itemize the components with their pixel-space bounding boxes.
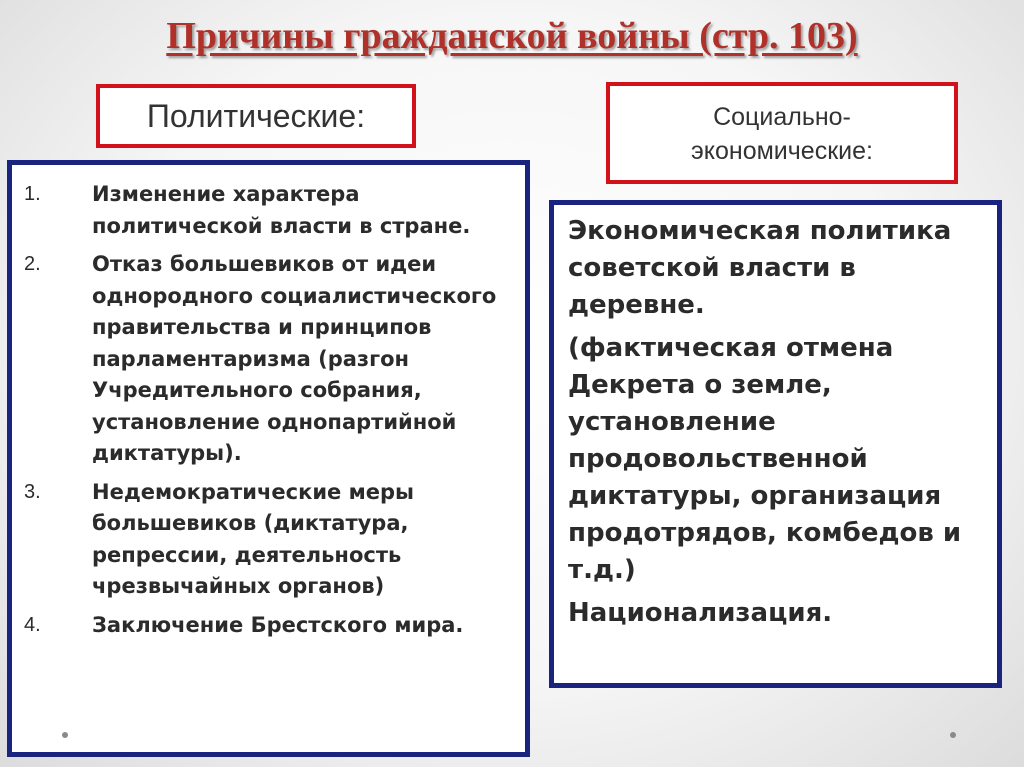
list-item-text: Недемократические меры большевиков (диктатура, репрессии, деятельность чрезвычайных органов) bbox=[92, 479, 415, 598]
list-item-number: 1. bbox=[24, 183, 41, 205]
corner-dot-decoration bbox=[950, 732, 956, 738]
political-causes-box bbox=[7, 160, 530, 757]
list-item-number: 3. bbox=[24, 480, 41, 503]
list-item bbox=[24, 179, 515, 242]
list-item bbox=[24, 249, 515, 470]
socio-economic-paragraph: (фактическая отмена Декрета о земле, установление продовольственной диктатуры, организация продотрядов, комбедов и т.д.) bbox=[568, 333, 962, 585]
political-causes-list bbox=[24, 179, 515, 648]
socio-economic-paragraph: Экономическая политика советской власти в деревне. bbox=[568, 216, 952, 320]
socio-economic-paragraph: Национализация. bbox=[568, 598, 833, 628]
list-item-number: 4. bbox=[24, 613, 41, 636]
list-item bbox=[24, 610, 515, 642]
list-item-number: 2. bbox=[24, 253, 41, 275]
socio-economic-causes-box bbox=[549, 200, 1002, 688]
list-item-text: Заключение Брестского мира. bbox=[92, 612, 464, 637]
socio-economic-header-line2: экономические: bbox=[691, 137, 873, 165]
socio-economic-header bbox=[606, 82, 958, 184]
political-header: Политические: bbox=[96, 84, 416, 148]
list-item bbox=[24, 477, 515, 603]
list-item-text: Изменение характера политической власти в стране. bbox=[92, 182, 471, 238]
list-item-text: Отказ большевиков от идеи однородного социалистического правительства и принципов парламентаризма (разгон Учредительного собрания, установление однопартийной диктатуры). bbox=[92, 252, 497, 465]
socio-economic-header-line1: Социально- bbox=[713, 103, 851, 131]
slide-title: Причины гражданской войны (стр. 103) bbox=[166, 15, 858, 57]
corner-dot-decoration bbox=[62, 732, 68, 738]
